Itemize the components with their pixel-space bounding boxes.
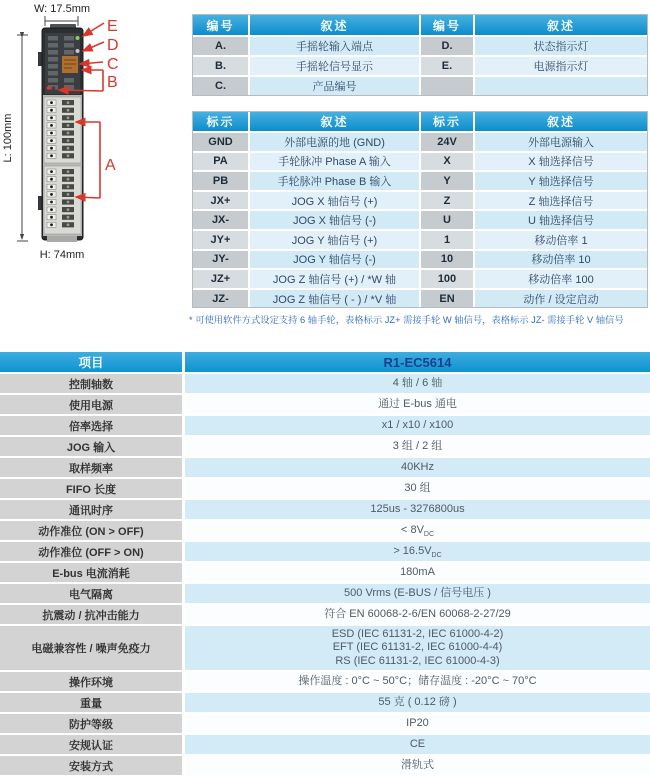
spec-label-cell: 电气隔离 — [0, 584, 182, 603]
pin-desc-cell: 外部电源的地 (GND) — [250, 133, 419, 151]
status-led — [76, 49, 80, 53]
spec-label-cell: 控制轴数 — [0, 374, 182, 393]
power-led — [76, 36, 80, 40]
pin-desc-cell: 手轮脉冲 Phase A 输入 — [250, 153, 419, 171]
legend-label-cell: E. — [421, 57, 473, 75]
legend-desc-cell: 电源指示灯 — [475, 57, 647, 75]
height-dimension-label: H: 74mm — [39, 249, 85, 261]
spec-value-text: > 16.5V — [393, 544, 432, 557]
pin-label-cell: PB — [193, 172, 248, 190]
pin-header-cell: 叙述 — [475, 112, 647, 131]
spec-label-cell: 动作准位 (ON > OFF) — [0, 521, 182, 540]
legend-desc-cell — [475, 77, 647, 95]
spec-value-cell: 55 克 ( 0.12 磅 ) — [185, 693, 650, 712]
width-dimension-label: W: 17.5mm — [33, 3, 91, 15]
legend-header-cell: 叙述 — [475, 15, 647, 35]
pin-desc-cell: Z 轴选择信号 — [475, 192, 647, 210]
pin-table — [192, 111, 648, 308]
spec-value-cell: 30 组 — [185, 479, 650, 498]
pin-desc-cell: Y 轴选择信号 — [475, 172, 647, 190]
pin-label-cell: JY- — [193, 251, 248, 269]
spec-value-cell: 40KHz — [185, 458, 650, 477]
spec-value-cell — [185, 542, 650, 561]
pin-desc-cell: JOG Z 轴信号 (+) / *W 轴 — [250, 270, 419, 288]
pin-label-cell: PA — [193, 153, 248, 171]
legend-header-cell: 编号 — [421, 15, 473, 35]
spec-label-cell: 使用电源 — [0, 395, 182, 414]
legend-table — [192, 14, 648, 96]
spec-value-cell: 180mA — [185, 563, 650, 582]
spec-value-cell: 通过 E-bus 通电 — [185, 395, 650, 414]
spec-value-line: RS (IEC 61131-2, IEC 61000-4-3) — [335, 654, 500, 667]
pin-header-cell: 标示 — [421, 112, 473, 131]
legend-label-cell: D. — [421, 37, 473, 55]
pin-desc-cell: 外部电源输入 — [475, 133, 647, 151]
legend-desc-cell: 产品编号 — [250, 77, 419, 95]
legend-header-cell: 编号 — [193, 15, 248, 35]
legend-label-cell: C. — [193, 77, 248, 95]
module-photo — [38, 24, 83, 242]
spec-value-cell — [185, 626, 650, 670]
legend-desc-cell: 手摇轮输入端点 — [250, 37, 419, 55]
spec-label-cell: 安装方式 — [0, 756, 182, 775]
legend-desc-cell: 手摇轮信号显示 — [250, 57, 419, 75]
spec-label-cell: 操作环境 — [0, 672, 182, 691]
pin-desc-cell: 移动倍率 1 — [475, 231, 647, 249]
spec-value-cell: 操作温度 : 0°C ~ 50°C；储存温度 : -20°C ~ 70°C — [185, 672, 650, 691]
spec-label-cell: 取样频率 — [0, 458, 182, 477]
pin-label-cell: Y — [421, 172, 473, 190]
pin-desc-cell: JOG Y 轴信号 (+) — [250, 231, 419, 249]
spec-value-subscript: DC — [431, 551, 442, 559]
spec-value-line: ESD (IEC 61131-2, IEC 61000-4-2) — [331, 627, 504, 640]
pin-desc-cell: 移动倍率 100 — [475, 270, 647, 288]
spec-value-cell: 滑轨式 — [185, 756, 650, 775]
spec-header-model: R1-EC5614 — [185, 352, 650, 372]
spec-value-cell: 3 组 / 2 组 — [185, 437, 650, 456]
signal-display-led — [47, 86, 51, 90]
spec-table — [0, 352, 650, 775]
pin-label-cell: JX- — [193, 211, 248, 229]
spec-label-cell: FIFO 长度 — [0, 479, 182, 498]
pin-label-cell: X — [421, 153, 473, 171]
legend-label-cell: A. — [193, 37, 248, 55]
pin-label-cell: JZ- — [193, 290, 248, 308]
callout-b: B — [107, 74, 118, 91]
length-dimension-label: L: 100mm — [2, 113, 14, 163]
legend-header-cell: 叙述 — [250, 15, 419, 35]
legend-label-cell: B. — [193, 57, 248, 75]
spec-value-cell: x1 / x10 / x100 — [185, 416, 650, 435]
pin-label-cell: EN — [421, 290, 473, 308]
spec-value-subscript: DC — [423, 530, 435, 538]
pin-desc-cell: 动作 / 设定启动 — [475, 290, 647, 308]
pin-label-cell: GND — [193, 133, 248, 151]
pin-desc-cell: JOG X 轴信号 (+) — [250, 192, 419, 210]
legend-desc-cell: 状态指示灯 — [475, 37, 647, 55]
spec-value-cell — [185, 521, 650, 540]
spec-label-cell: 防护等级 — [0, 714, 182, 733]
pin-label-cell: U — [421, 211, 473, 229]
spec-value-text: < 8V — [400, 523, 424, 536]
spec-value-cell: CE — [185, 735, 650, 754]
spec-value-cell: IP20 — [185, 714, 650, 733]
callout-d: D — [107, 37, 119, 54]
spec-label-cell: 安规认证 — [0, 735, 182, 754]
pin-desc-cell: X 轴选择信号 — [475, 153, 647, 171]
module-figure — [0, 0, 190, 348]
callout-a: A — [105, 157, 116, 174]
pin-desc-cell: JOG Z 轴信号 ( - ) / *V 轴 — [250, 290, 419, 308]
callout-e: E — [107, 18, 118, 35]
spec-label-cell: 倍率选择 — [0, 416, 182, 435]
legend-label-cell — [421, 77, 473, 95]
pin-label-cell: JZ+ — [193, 270, 248, 288]
spec-value-cell: 500 Vrms (E-BUS / 信号电压 ) — [185, 584, 650, 603]
spec-value-cell: 125us - 3276800us — [185, 500, 650, 519]
pin-header-cell: 标示 — [193, 112, 248, 131]
pin-label-cell: JY+ — [193, 231, 248, 249]
spec-value-cell: 4 轴 / 6 轴 — [185, 374, 650, 393]
pin-header-cell: 叙述 — [250, 112, 419, 131]
pin-label-cell: 100 — [421, 270, 473, 288]
pin-label-cell: 24V — [421, 133, 473, 151]
spec-value-cell: 符合 EN 60068-2-6/EN 60068-2-27/29 — [185, 605, 650, 624]
spec-label-cell: 重量 — [0, 693, 182, 712]
spec-label-cell: JOG 输入 — [0, 437, 182, 456]
pin-label-cell: 10 — [421, 251, 473, 269]
pin-desc-cell: JOG Y 轴信号 (-) — [250, 251, 419, 269]
pin-desc-cell: U 轴选择信号 — [475, 211, 647, 229]
pin-label-cell: Z — [421, 192, 473, 210]
callout-c: C — [107, 56, 119, 73]
spec-label-cell: E-bus 电流消耗 — [0, 563, 182, 582]
pin-label-cell: 1 — [421, 231, 473, 249]
spec-label-cell: 抗震动 / 抗冲击能力 — [0, 605, 182, 624]
pin-footnote: * 可使用软件方式设定支持 6 轴手轮，表格标示 JZ+ 需接手轮 W 轴信号，表格标示 JZ- 需接手轮 V 轴信号 — [189, 315, 624, 325]
spec-value-line: EFT (IEC 61131-2, IEC 61000-4-4) — [332, 641, 503, 654]
spec-label-cell: 电磁兼容性 / 噪声免疫力 — [0, 626, 182, 670]
spec-label-cell: 动作准位 (OFF > ON) — [0, 542, 182, 561]
pin-label-cell: JX+ — [193, 192, 248, 210]
spec-label-cell: 通讯时序 — [0, 500, 182, 519]
pin-desc-cell: 手轮脉冲 Phase B 输入 — [250, 172, 419, 190]
pin-desc-cell: JOG X 轴信号 (-) — [250, 211, 419, 229]
spec-header-item: 项目 — [0, 352, 182, 372]
pin-desc-cell: 移动倍率 10 — [475, 251, 647, 269]
